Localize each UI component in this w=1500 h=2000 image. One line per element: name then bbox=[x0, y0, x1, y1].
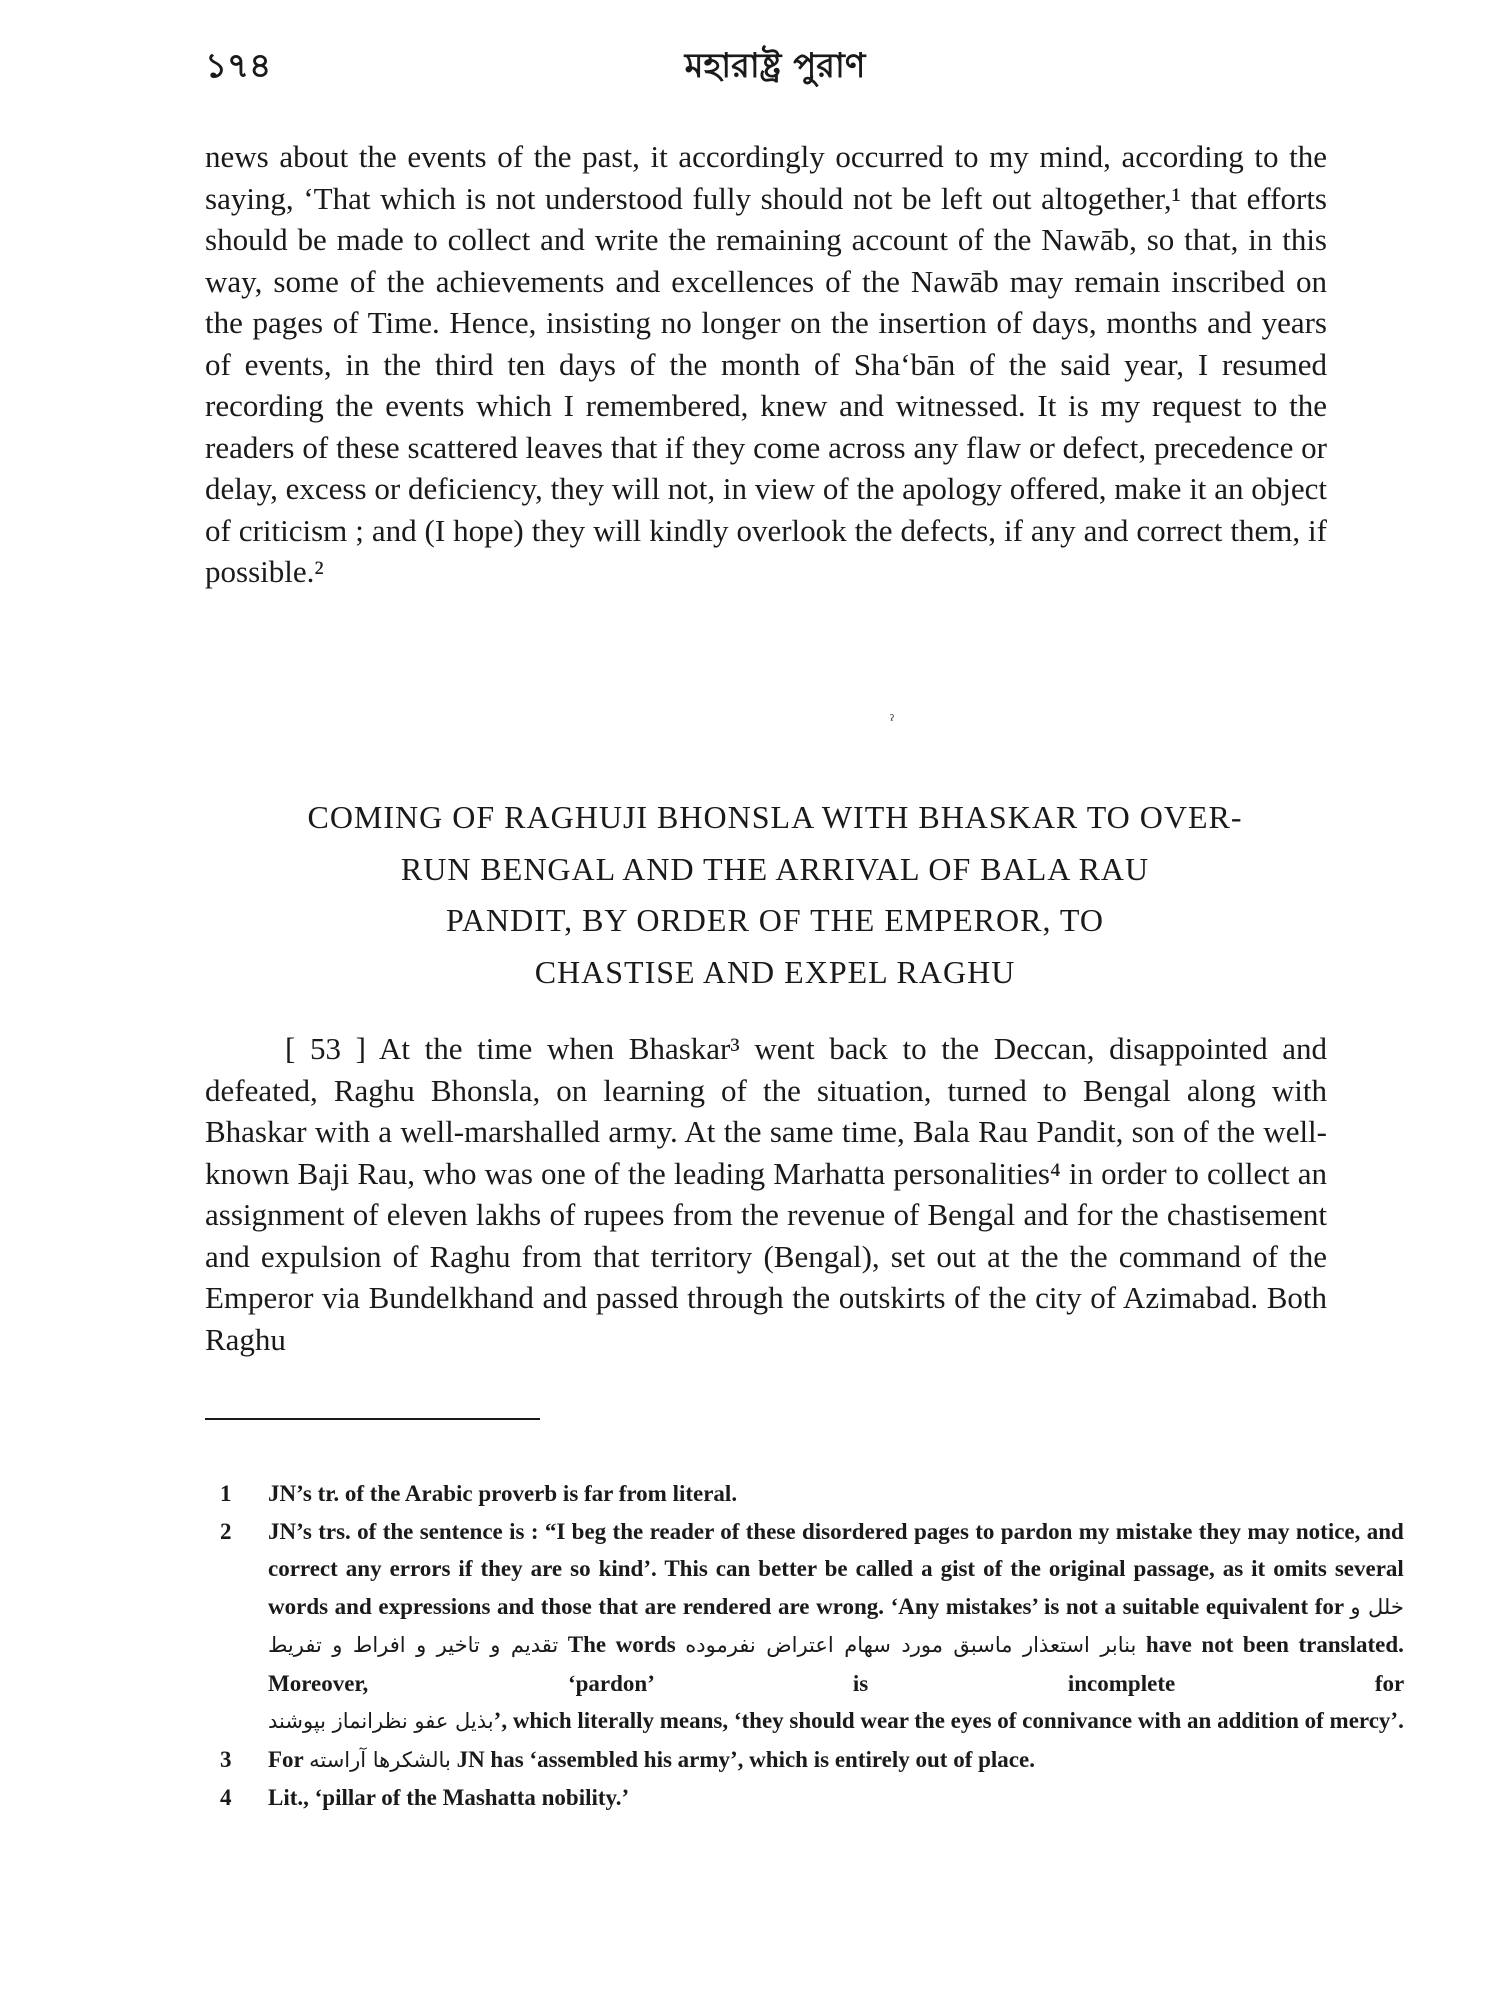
footnote-text-part: For bbox=[268, 1746, 304, 1772]
arabic-quote: بالشكرها آراسته bbox=[309, 1747, 451, 1772]
footnote-text bbox=[268, 1513, 1404, 1741]
footnote-text-part: JN has ‘assembled his army’, which is entirely out of place. bbox=[456, 1746, 1035, 1772]
footnote-text bbox=[268, 1741, 1325, 1780]
footnotes bbox=[220, 1475, 1404, 1817]
footnote-2 bbox=[220, 1513, 1404, 1741]
section-heading bbox=[205, 792, 1345, 998]
intro-paragraph bbox=[205, 136, 1327, 593]
arabic-quote-with-suffix bbox=[268, 1708, 1404, 1733]
heading-line: RUN BENGAL AND THE ARRIVAL OF BALA RAU bbox=[400, 850, 1150, 887]
arabic-quote: بذيل عفو نظرانماز بپوشند bbox=[268, 1709, 494, 1733]
footnote-text-part: have not been translated. Moreover, ‘pardon’ is incomplete for bbox=[268, 1632, 1404, 1696]
heading-line: CHASTISE AND EXPEL RAGHU bbox=[534, 953, 1016, 990]
footnote-text-part: ’, which literally means, ‘they should wear the eyes of connivance with an addition of mercy’. bbox=[493, 1708, 1404, 1733]
footnote-1 bbox=[220, 1475, 1325, 1513]
footnote-divider bbox=[205, 1418, 540, 1420]
heading-line: COMING OF RAGHUJI BHONSLA WITH BHASKAR TO OVER- bbox=[307, 799, 1243, 835]
footnote-text-part: JN’s trs. of the sentence is : “I beg the reader of these disordered pages to pardon my mistake they may notice, and correct any errors if they are so kind’. This can better be called a gist of the original passage, as it omits several words and expressions and those that are rendered are wrong. ‘Any mistakes’ is not a suitable equivalent for bbox=[268, 1518, 1404, 1619]
footnote-number: 2 bbox=[220, 1518, 232, 1544]
footnote-4 bbox=[220, 1779, 1325, 1817]
footnote-3 bbox=[220, 1741, 1325, 1780]
footnote-text: JN’s tr. of the Arabic proverb is far from literal. bbox=[268, 1481, 738, 1506]
footnote-number: 1 bbox=[220, 1481, 232, 1506]
arabic-quote: خلل و تقديم و تاخير و افراط و تفريط bbox=[268, 1594, 1404, 1657]
paragraph-53-text: [ 53 ] At the time when Bhaskar³ went back to the Deccan, disappointed and defeated, Raghu Bhonsla, on learning of the situation, turned to Bengal along with Bhaskar with a well-marshalled army. At the same time, Bala Rau Pandit, son of the well-known Baji Rau, who was one of the leading Marhatta personalities⁴ in order to collect an assignment of eleven lakhs of rupees from the revenue of Bengal and for the chastisement and expulsion of Raghu from that territory (Bengal), set out at the the command of the Emperor via Bundelkhand and passed through the outskirts of the city of Azimabad. Both Raghu bbox=[205, 1031, 1327, 1357]
arabic-quote: بنابر استعذار ماسبق مورد سهام اعتراض نفرموده bbox=[685, 1633, 1137, 1657]
page-number: ১৭৪ bbox=[205, 46, 272, 86]
footnote-number: 4 bbox=[220, 1785, 232, 1810]
running-title: মহারাষ্ট্র পুরাণ bbox=[684, 46, 866, 86]
footnote-number: 3 bbox=[220, 1746, 232, 1772]
footnote-text-part: The words bbox=[567, 1632, 676, 1657]
footnote-text: Lit., ‘pillar of the Mashatta nobility.’ bbox=[268, 1785, 630, 1810]
heading-line: PANDIT, BY ORDER OF THE EMPEROR, TO bbox=[446, 902, 1104, 938]
page-header bbox=[205, 40, 1345, 100]
intro-text: news about the events of the past, it accordingly occurred to my mind, according to the saying, ‘That which is not understood fully should not be left out altogether,¹ that efforts should be made to collect and write the remaining account of the Nawāb, so that, in this way, some of the achievements and excellences of the Nawāb may remain inscribed on the pages of Time. Hence, insisting no longer on the insertion of days, months and years of events, in the third ten days of the month of Sha‘bān of the said year, I resumed recording the events which I remembered, knew and witnessed. It is my request to the readers of these scattered leaves that if they come across any flaw or defect, precedence or delay, excess or deficiency, they will not, in view of the apology offered, make it an object of criticism ; and (I hope) they will kindly overlook the defects, if any and correct them, if possible.² bbox=[205, 139, 1327, 589]
paragraph-53 bbox=[205, 1028, 1327, 1360]
stray-ink-mark: ˀ bbox=[890, 712, 894, 729]
